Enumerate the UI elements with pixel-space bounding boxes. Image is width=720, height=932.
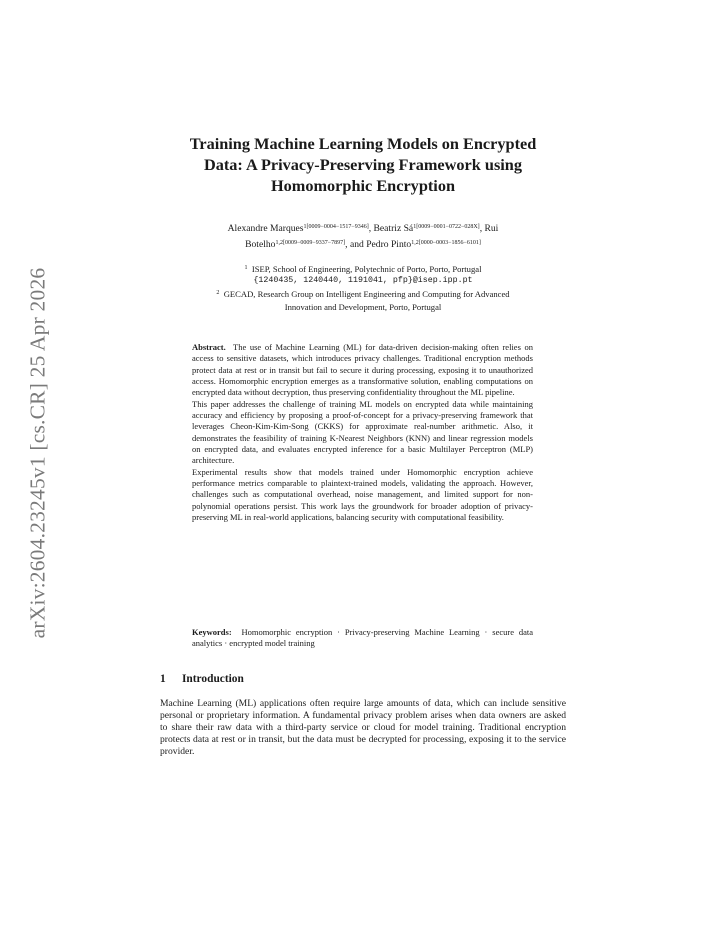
title-line-2: Data: A Privacy-Preserving Framework using xyxy=(203,155,523,174)
author-name: and Pedro Pinto xyxy=(349,239,412,250)
email-list: {1240435, 1240440, 1191041, pfp}@isep.ipp.pt xyxy=(253,276,473,286)
section-number: 1 xyxy=(160,673,166,685)
affiliation-mark: 1 xyxy=(244,265,248,271)
author-name: Botelho xyxy=(245,239,276,250)
paper-title xyxy=(160,133,566,196)
section-title: Introduction xyxy=(182,673,244,685)
keywords-label: Keywords: xyxy=(192,627,232,637)
affiliation-2: GECAD, Research Group on Intelligent Engineering and Computing for Advanced xyxy=(223,289,510,300)
arxiv-identifier: arXiv:2604.23245v1 [cs.CR] 25 Apr 2026 xyxy=(25,267,50,639)
author-orcid: 1[0009−0004−1517−9346] xyxy=(303,224,369,230)
abstract-paragraph-1: The use of Machine Learning (ML) for data-driven decision-making often relies on access to sensitive datasets, which introduces privacy challenges. Traditional encryption methods protect data at rest or in transit but fail to secure it during processing, exposing it to unauthorized access. Homomorphic encryption emerges as a transformative solution, enabling computations on encrypted data without decryption, thus preserving confidentiality throughout the ML pipeline. xyxy=(192,342,534,398)
abstract-label: Abstract. xyxy=(192,342,226,352)
author-name: Rui xyxy=(484,223,499,234)
keywords-text: Homomorphic encryption · Privacy-preserving Machine Learning · secure data analytics · encrypted model training xyxy=(192,627,534,649)
author-orcid: 1[0009−0001−0722−028X] xyxy=(413,224,480,230)
affiliation-1: ISEP, School of Engineering, Polytechnic of Porto, Porto, Portugal xyxy=(251,264,482,274)
affiliation-mark: 2 xyxy=(216,290,220,297)
author-orcid: 1,2[0009−0009−9337−7897] xyxy=(275,240,346,246)
introduction-paragraph: Machine Learning (ML) applications often require large amounts of data, which can include sensitive personal or proprietary information. A fundamental privacy problem arises when data owners are asked to share their raw data with a third-party service or cloud for model training. Traditional encryption protects data at rest or in transit, but the data must be decrypted for processing, exposing it to the service provider. xyxy=(160,698,566,758)
author-list: Alexandre Marques$^{1[0009-0004-1517-9346]}$, Beatriz $Sá^{1[0009-0001-0722-028X]}$, Rui Botelho$^{1,2[0009-0009-9337-7897]}$, and Pedro Pinto$^{1,2[0000-0003-1856-6101]}$ xyxy=(227,223,499,250)
title-line-3: Homomorphic Encryption xyxy=(270,176,456,195)
author-orcid: 1,2[0000−0003−1856−6101] xyxy=(411,240,481,246)
abstract-paragraph-2: This paper addresses the challenge of training ML models on encrypted data while maintaining accuracy and efficiency by proposing a proof-of-concept for a privacy-preserving framework that leverages Cheon-Kim-Kim-Song (CKKS) for approximate real-number arithmetic. Also, it demonstrates the feasibility of training K-Nearest Neighbors (KNN) and linear regression models on encrypted data, and evaluates encrypted inference for a basic Multilayer Perceptron (MLP) architecture. xyxy=(192,398,533,466)
arxiv-sidebar-stamp xyxy=(18,258,58,648)
section-heading xyxy=(160,673,244,685)
keywords xyxy=(192,627,533,650)
abstract-paragraph-3: Experimental results show that models trained under Homomorphic encryption achieve performance metrics comparable to plaintext-trained models, validating the approach. However, challenges such as computational overhead, noise management, and limited support for non-polynomial operations persist. This work lays the groundwork for broader adoption of privacy-preserving ML in real-world applications, balancing security with computational feasibility. xyxy=(192,466,533,523)
author-name: Beatriz Sá xyxy=(373,223,414,234)
author-name: Alexandre Marques xyxy=(227,223,304,234)
affiliation-2-cont: Innovation and Development, Porto, Portugal xyxy=(284,301,442,312)
title-line-1: Training Machine Learning Models on Encrypted xyxy=(189,134,537,153)
abstract xyxy=(192,342,533,524)
affiliations xyxy=(160,262,566,313)
